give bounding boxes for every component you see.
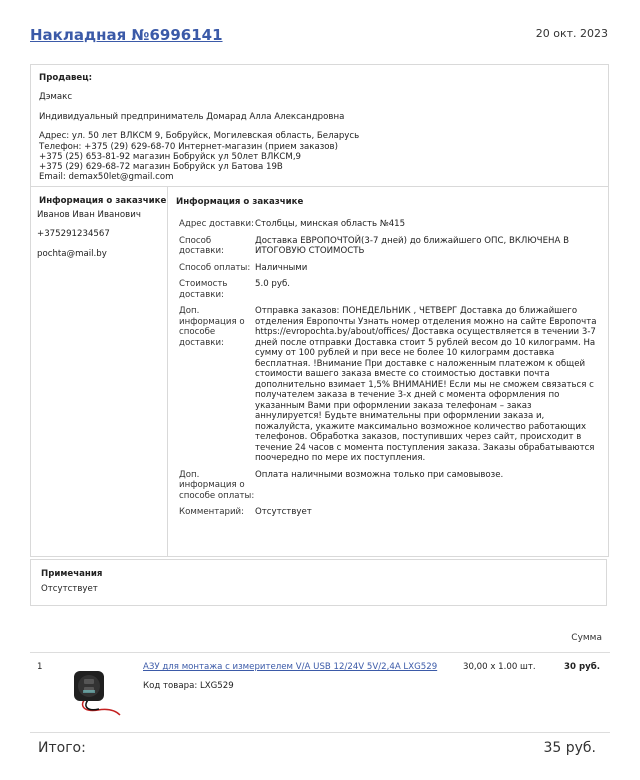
order-detail-row: [176, 507, 608, 517]
divider: [30, 732, 610, 733]
product-link[interactable]: АЗУ для монтажа с измерителем V/A USB 12/24V 5V/2,4A LXG529: [143, 662, 438, 672]
total-label: Итого:: [38, 740, 86, 756]
customer-email: pochta@mail.by: [37, 248, 107, 259]
order-detail-row: [176, 236, 608, 257]
notes-header: Примечания: [41, 569, 103, 579]
order-details-list: [176, 219, 608, 517]
order-detail-key: Способ оплаты:: [179, 262, 251, 273]
product-image[interactable]: [68, 665, 124, 717]
order-details-column: [168, 187, 608, 524]
customer-phone: +375291234567: [37, 229, 110, 240]
customer-info-section: [30, 187, 609, 557]
order-detail-key: Способ доставки:: [179, 235, 224, 257]
order-detail-value: Оплата наличными возможна только при самовывозе.: [255, 469, 504, 480]
seller-name: Дэмакс: [39, 92, 73, 103]
total-value: 35 руб.: [543, 740, 596, 756]
order-detail-row: [176, 306, 608, 463]
product-quantity-price: 30,00 x 1.00 шт.: [463, 662, 536, 672]
product-code: Код товара: LXG529: [143, 681, 234, 691]
order-detail-row: [176, 470, 608, 501]
order-detail-key: Комментарий:: [179, 507, 245, 518]
order-details-header: Информация о заказчике: [176, 197, 304, 207]
seller-entrepreneur: Индивидуальный предприниматель Домарад Алла Александровна: [39, 111, 345, 122]
seller-label: Продавец:: [39, 73, 93, 83]
customer-header: Информация о заказчике: [39, 196, 167, 206]
order-detail-value: Доставка ЕВРОПОЧТОЙ(3-7 дней) до ближайшего ОПС, ВКЛЮЧЕНА В ИТОГОВУЮ СТОИМОСТЬ: [255, 235, 569, 257]
order-detail-value: Столбцы, минская область №415: [255, 219, 406, 230]
order-detail-row: [176, 219, 608, 229]
order-detail-key: Стоимость доставки:: [179, 279, 228, 300]
order-detail-row: [176, 279, 608, 300]
notes-section: [30, 559, 607, 606]
divider: [30, 652, 610, 653]
seller-phone: +375 (25) 653-81-92 магазин Бобруйск ул 50лет ВЛКСМ,9: [39, 151, 302, 162]
product-total: 30 руб.: [564, 662, 600, 672]
sum-column-header: Сумма: [571, 633, 602, 643]
order-detail-value: Наличными: [255, 262, 308, 273]
order-detail-key: Адрес доставки:: [179, 219, 254, 230]
notes-text: Отсутствует: [41, 584, 98, 595]
order-detail-key: Доп. информация о способе доставки:: [179, 306, 245, 348]
seller-section: [30, 64, 609, 187]
item-index: 1: [37, 662, 43, 672]
seller-phone: Телефон: +375 (29) 629-68-70 Интернет-магазин (прием заказов): [39, 141, 338, 152]
order-detail-key: Доп. информация о способе оплаты:: [179, 469, 255, 501]
customer-contact-column: [31, 187, 168, 556]
seller-email: Email: demax50let@gmail.com: [39, 172, 174, 183]
order-detail-value: Отправка заказов: ПОНЕДЕЛЬНИК , ЧЕТВЕРГ Доставка до ближайшего отделения Европочты Узнать номер отделения можно на сайте Европочта https://evropochta.by/about/offices/ Доставка осуществляется в течении 3-7 дней после отправки Доставка стоит 5 рублей весом до 10 килограмм. На сумму от 100 рублей и при весе не более 10 килограмм доставка бесплатная. !Внимание При доставке с наложенным платежом к общей стоимости вашего заказа вместе со стоимостью доставки почта дополнительно взимает 1,5% ВНИМАНИЕ! Если мы не сможем связаться с получателем заказа в течение 3-х дней с момента оформления по указанным Вами при оформлении заказа телефонам – заказ аннулируется! Будьте внимательны при оформлении заказа и, пожалуйста, укажите максимально возможное количество работающих телефонов. Обработка заказов, поступивших через сайт, происходит в течение 24 часов с момента поступления заказа. Заказы обрабатываются поочередно по мере их поступления.: [255, 306, 597, 464]
order-detail-value: Отсутствует: [255, 507, 312, 518]
customer-name: Иванов Иван Иванович: [37, 209, 141, 220]
invoice-title[interactable]: Накладная №6996141: [30, 26, 223, 44]
seller-address: Адрес: ул. 50 лет ВЛКСМ 9, Бобруйск, Могилевская область, Беларусь: [39, 131, 360, 142]
order-detail-row: [176, 263, 608, 273]
order-detail-value: 5.0 руб.: [255, 279, 290, 290]
seller-phone: +375 (29) 629-68-72 магазин Бобруйск ул Батова 19В: [39, 161, 283, 172]
invoice-date: 20 окт. 2023: [535, 27, 608, 40]
